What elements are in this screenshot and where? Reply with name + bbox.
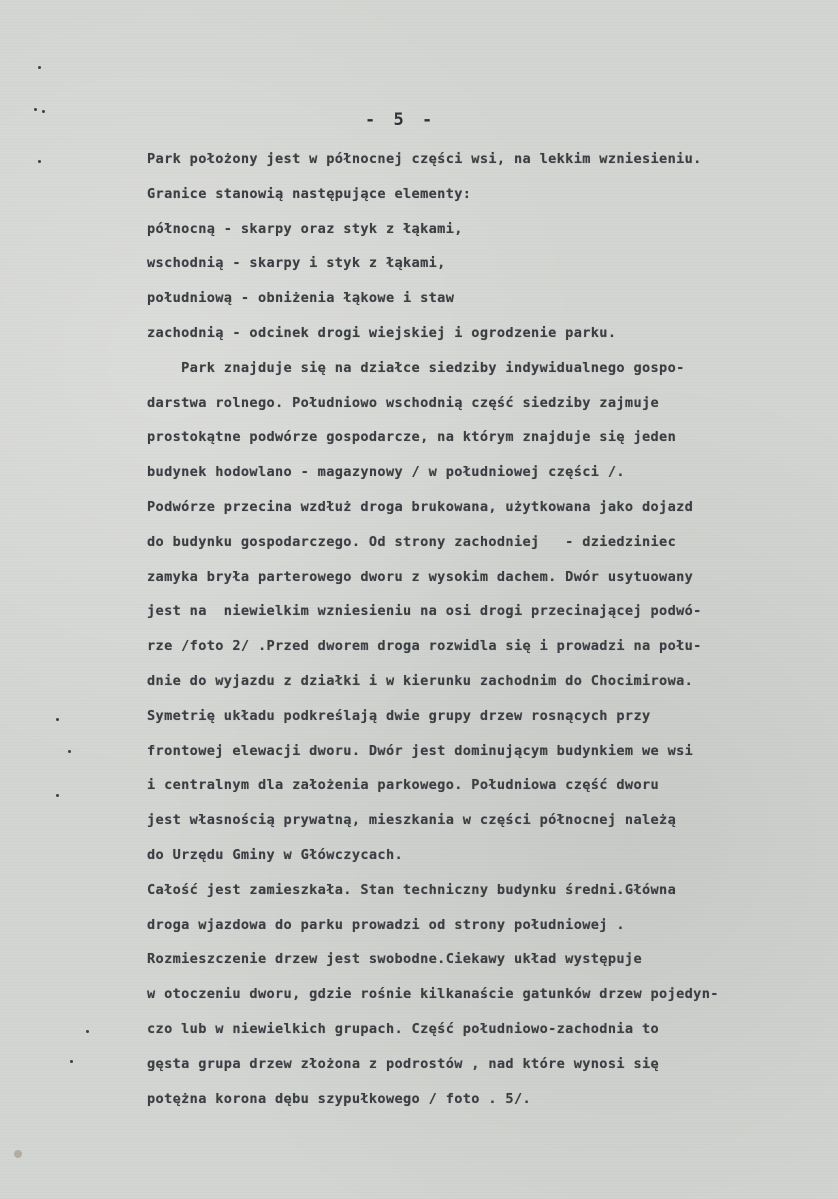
text-line: i centralnym dla założenia parkowego. Południowa część dworu [147,777,660,794]
text-line: zachodnią - odcinek drogi wiejskiej i ogrodzenie parku. [147,324,617,341]
margin-mark [42,110,45,113]
margin-mark [56,718,59,721]
body-text [147,142,837,1116]
page-number: - 5 - [365,110,437,130]
text-line: frontowej elewacji dworu. Dwór jest dominującym budynkiem we wsi [147,742,694,759]
text-line: Granice stanowią następujące elementy: [147,185,472,202]
text-line: południową - obniżenia łąkowe i staw [147,290,455,307]
text-line: północną - skarpy oraz styk z łąkami, [147,220,463,237]
text-line: droga wjazdowa do parku prowadzi od strony południowej . [147,916,625,933]
margin-mark [68,750,71,753]
text-line: w otoczeniu dworu, gdzie rośnie kilkanaście gatunków drzew pojedyn- [147,986,719,1003]
text-line: Symetrię układu podkreślają dwie grupy drzew rosnących przy [147,707,651,724]
text-line: Podwórze przecina wzdłuż droga brukowana, użytkowana jako dojazd [147,498,694,515]
text-line: prostokątne podwórze gospodarcze, na którym znajduje się jeden [147,429,677,446]
margin-mark [70,1060,73,1063]
margin-mark [34,108,37,111]
text-line: Rozmieszczenie drzew jest swobodne.Ciekawy układ występuje [147,951,642,968]
margin-mark [38,160,41,163]
text-line: zamyka bryła parterowego dworu z wysokim dachem. Dwór usytuowany [147,568,694,585]
text-line: jest na niewielkim wzniesieniu na osi drogi przecinającej podwó- [147,603,702,620]
text-line: budynek hodowlano - magazynowy / w południowej części /. [147,464,625,481]
text-line: wschodnią - skarpy i styk z łąkami, [147,255,446,272]
text-line: Park znajduje się na działce siedziby indywidualnego gospo- [147,359,685,376]
text-line: czo lub w niewielkich grupach. Część południowo-zachodnia to [147,1020,660,1037]
margin-mark [56,794,59,797]
text-line: gęsta grupa drzew złożona z podrostów , nad które wynosi się [147,1055,660,1072]
text-line: rze /foto 2/ .Przed dworem droga rozwidla się i prowadzi na połu- [147,638,702,655]
text-line: jest własnością prywatną, mieszkania w części północnej należą [147,812,677,829]
paper-stain [14,1150,22,1158]
margin-mark [38,66,41,69]
text-line: Park położony jest w północnej części wsi, na lekkim wzniesieniu. [147,151,702,167]
text-line: do budynku gospodarczego. Od strony zachodniej - dziedziniec [147,533,677,550]
text-line: Całość jest zamieszkała. Stan techniczny budynku średni.Główna [147,881,677,898]
text-line: darstwa rolnego. Południowo wschodnią część siedziby zajmuje [147,394,660,411]
text-line: dnie do wyjazdu z działki i w kierunku zachodnim do Chocimirowa. [147,672,694,689]
text-line: do Urzędu Gminy w Główczycach. [147,846,404,863]
margin-mark [86,1030,89,1033]
text-line: potężna korona dębu szypułkowego / foto . 5/. [147,1090,532,1107]
